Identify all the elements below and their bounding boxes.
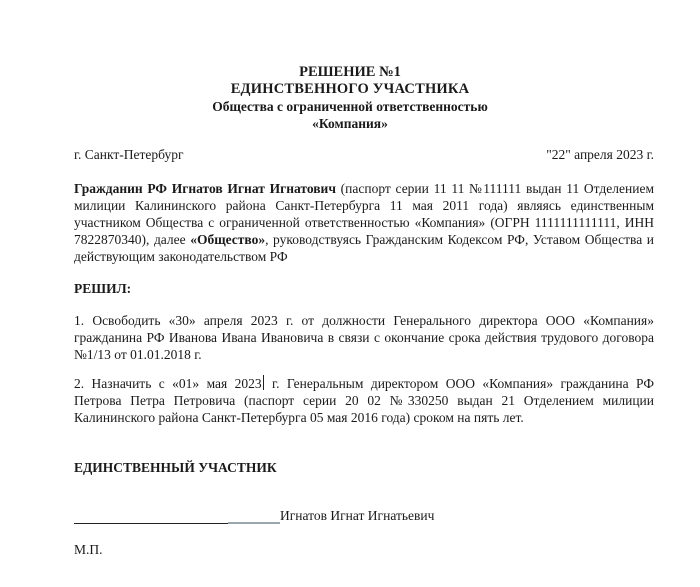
intro-text-2: , руководствуясь Гражданским Кодексом РФ, Уставом Общества и действующим законодательством РФ [74, 232, 655, 264]
signature-role: ЕДИНСТВЕННЫЙ УЧАСТНИК [74, 460, 277, 475]
signature-row [74, 507, 654, 524]
stamp-placeholder: М.П. [74, 542, 103, 557]
organization-type: Общества с ограниченной ответственностью [212, 99, 488, 114]
signature-line[interactable] [74, 509, 228, 524]
document-subtitle: ЕДИНСТВЕННОГО УЧАСТНИКА [230, 81, 470, 97]
resolved-heading: РЕШИЛ: [74, 281, 132, 296]
organization-name: «Компания» [312, 116, 388, 131]
signatory-name: Игнатов Игнат Игнатьевич [280, 508, 435, 523]
date-text: "22" апреля 2023 г. [546, 147, 654, 162]
signature-line-highlight [228, 509, 280, 524]
place-text: г. Санкт-Петербург [74, 147, 184, 162]
resolution-item-2[interactable] [74, 375, 654, 426]
place-date-row [74, 146, 654, 163]
company-alias: «Общество» [190, 232, 266, 247]
text-cursor [263, 375, 264, 390]
document-title: РЕШЕНИЕ №1 [299, 64, 401, 80]
item-2-text-after-cursor: г. Генеральным директором ООО «Компания» гражданина РФ Петрова Петра Петровича (паспорт серии 20 02 №330250 выдан 21 Отделением милиции Калининского района Санкт-Петербурга 05 мая 2016 года) сроком на пять лет. [74, 376, 655, 425]
resolution-item-1[interactable]: 1. Освободить «30» апреля 2023 г. от должности Генерального директора ООО «Компания» гражданина РФ Иванова Ивана Ивановича в связи с окончание срока действия трудового договора №1/13 от 01.01.2018 г. [74, 313, 654, 362]
participant-name: Гражданин РФ Игнатов Игнат Игнатович [74, 181, 336, 196]
intro-text-1: (паспорт серии 11 11 №111111 выдан 11 Отделением милиции Калининского района Санкт-Петербурга 11 мая 2011 года) являясь единственным участником Общества с ограниченной ответственностью «Компания» (ОГРН 1111111111111, ИНН 7822870340), далее [74, 181, 654, 247]
item-2-text-before-cursor: 2. Назначить с «01» мая 2023 [74, 376, 262, 391]
document-title-block [0, 64, 700, 132]
intro-paragraph[interactable] [74, 180, 654, 265]
